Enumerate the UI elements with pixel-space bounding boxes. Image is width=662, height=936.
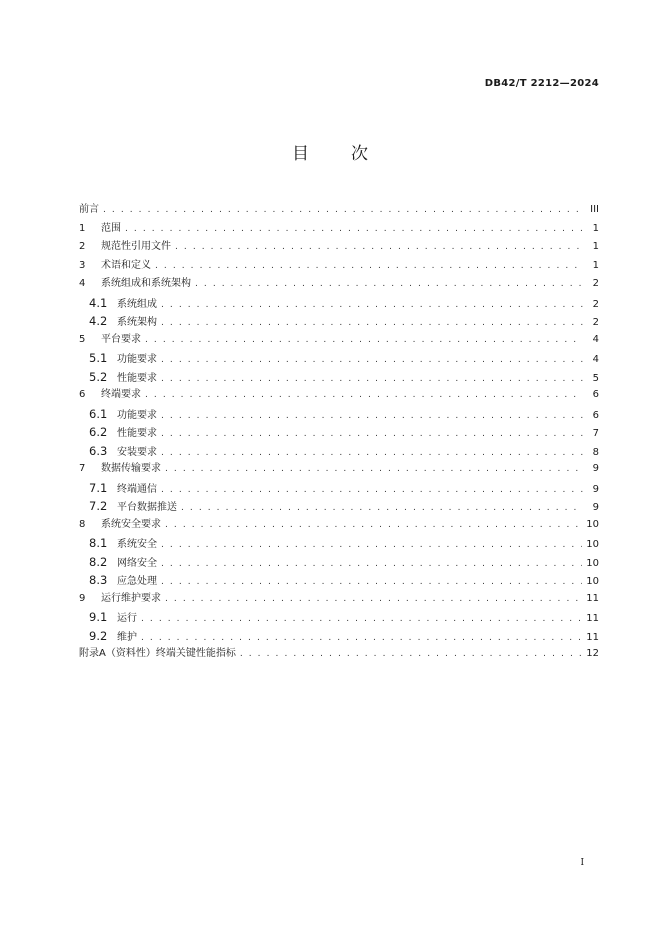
toc-entry-label: 功能要求	[117, 354, 157, 365]
toc-entry[interactable]	[79, 312, 599, 331]
toc-entry-label: 性能要求	[117, 428, 157, 439]
toc-entry-number: 7	[79, 463, 86, 474]
title-char-1: 目	[292, 144, 311, 164]
toc-entry-page: 12	[586, 648, 599, 659]
toc-entry-page: 1	[592, 259, 599, 271]
toc-entry-label: 附录A（资料性）终端关键性能指标	[79, 648, 236, 659]
toc-entry-label: 术语和定义	[101, 259, 151, 271]
toc-entry-label: 系统架构	[117, 317, 157, 328]
dot-leader	[165, 590, 582, 609]
toc-entry-label: 运行维护要求	[101, 592, 161, 604]
toc-entry-page: 10	[586, 539, 599, 550]
toc-entry[interactable]	[79, 257, 599, 276]
toc-entry-page: 6	[592, 409, 599, 421]
toc-entry-number: 5	[79, 333, 86, 345]
dot-leader	[195, 275, 583, 294]
toc-entry-label: 终端要求	[101, 389, 141, 400]
toc-entry-number: 5.1	[89, 351, 108, 365]
dot-leader	[161, 425, 583, 444]
toc-entry[interactable]	[79, 479, 599, 498]
toc-entry-page: 11	[586, 631, 599, 643]
toc-entry-page: 7	[592, 428, 599, 439]
toc-entry[interactable]	[79, 386, 599, 405]
toc-entry[interactable]	[79, 571, 599, 590]
toc-entry-page: 2	[592, 278, 599, 289]
toc-entry-number: 4	[79, 278, 86, 289]
toc-entry[interactable]	[79, 534, 599, 553]
toc-entry-page: III	[590, 204, 599, 215]
table-of-contents	[79, 201, 599, 664]
dot-leader	[145, 386, 583, 405]
toc-entry[interactable]	[79, 238, 599, 257]
toc-entry[interactable]	[79, 220, 599, 239]
dot-leader	[161, 536, 582, 555]
toc-entry-label: 性能要求	[117, 372, 157, 384]
toc-entry-number: 6.2	[89, 425, 108, 439]
toc-entry-number: 4.1	[89, 295, 108, 310]
dot-leader	[165, 516, 582, 535]
toc-entry-page: 2	[592, 317, 599, 328]
page-number: I	[580, 858, 584, 868]
toc-entry-page: 9	[592, 483, 599, 495]
toc-entry-label: 网络安全	[117, 557, 157, 569]
title-char-2: 次	[351, 144, 370, 164]
toc-entry-number: 3	[79, 259, 86, 271]
toc-entry-page: 1	[592, 241, 599, 252]
toc-entry-page: 8	[592, 446, 599, 458]
toc-entry-page: 10	[586, 576, 599, 587]
toc-entry-label: 运行	[117, 613, 137, 624]
toc-entry-page: 10	[586, 518, 599, 530]
toc-entry-label: 维护	[117, 631, 137, 643]
toc-entry[interactable]	[79, 645, 599, 664]
toc-entry-number: 7.2	[89, 499, 108, 513]
dot-leader	[161, 351, 583, 370]
toc-entry-label: 平台要求	[101, 333, 141, 345]
dot-leader	[161, 296, 583, 315]
toc-entry-page: 10	[586, 557, 599, 569]
toc-entry[interactable]	[79, 331, 599, 350]
toc-entry-label: 功能要求	[117, 409, 157, 421]
toc-entry[interactable]	[79, 497, 599, 516]
toc-entry-page: 4	[592, 354, 599, 365]
toc-entry-label: 范围	[101, 222, 121, 234]
toc-entry-number: 1	[79, 222, 86, 234]
toc-entry-label: 前言	[79, 204, 99, 215]
toc-entry-number: 9	[79, 592, 86, 604]
toc-entry-page: 6	[592, 389, 599, 400]
toc-entry[interactable]	[79, 423, 599, 442]
toc-entry-label: 规范性引用文件	[101, 241, 171, 252]
dot-leader	[141, 610, 582, 629]
toc-entry-label: 系统组成和系统架构	[101, 278, 191, 289]
page-title	[0, 139, 662, 164]
toc-entry[interactable]	[79, 368, 599, 387]
dot-leader	[103, 201, 583, 220]
toc-entry[interactable]	[79, 516, 599, 535]
toc-entry[interactable]	[79, 590, 599, 609]
document-code: DB42/T 2212—2024	[484, 78, 599, 89]
dot-leader	[175, 238, 583, 257]
toc-entry-number: 5.2	[89, 369, 108, 384]
toc-entry-number: 6.3	[89, 443, 108, 458]
toc-entry[interactable]	[79, 608, 599, 627]
toc-entry[interactable]	[79, 201, 599, 220]
dot-leader	[161, 481, 583, 500]
toc-entry-label: 终端通信	[117, 483, 157, 495]
toc-entry-label: 平台数据推送	[117, 502, 177, 513]
toc-entry-number: 2	[79, 241, 86, 252]
toc-entry-label: 应急处理	[117, 576, 157, 587]
toc-entry[interactable]	[79, 553, 599, 572]
toc-entry[interactable]	[79, 294, 599, 313]
toc-entry-label: 系统安全	[117, 539, 157, 550]
toc-entry-number: 8.2	[89, 554, 108, 569]
toc-entry-page: 9	[592, 463, 599, 474]
toc-entry[interactable]	[79, 442, 599, 461]
toc-entry[interactable]	[79, 349, 599, 368]
toc-entry-label: 系统安全要求	[101, 518, 161, 530]
toc-entry-label: 系统组成	[117, 298, 157, 310]
toc-entry[interactable]	[79, 405, 599, 424]
toc-entry-page: 2	[592, 298, 599, 310]
toc-entry-label: 数据传输要求	[101, 463, 161, 474]
toc-entry-number: 8	[79, 518, 86, 530]
toc-entry-number: 9.2	[89, 628, 108, 643]
toc-entry[interactable]	[79, 627, 599, 646]
toc-entry-number: 9.1	[89, 610, 108, 624]
toc-entry-number: 6	[79, 389, 86, 400]
dot-leader	[161, 407, 583, 426]
toc-entry-page: 4	[592, 333, 599, 345]
toc-entry-page: 5	[592, 372, 599, 384]
toc-entry-number: 8.1	[89, 536, 108, 550]
toc-entry-number: 4.2	[89, 314, 108, 328]
toc-entry-number: 6.1	[89, 406, 108, 421]
dot-leader	[161, 555, 582, 574]
toc-entry[interactable]	[79, 275, 599, 294]
toc-entry-page: 11	[586, 613, 599, 624]
toc-entry-label: 安装要求	[117, 446, 157, 458]
toc-entry-page: 1	[592, 222, 599, 234]
toc-entry-page: 11	[586, 592, 599, 604]
toc-entry-page: 9	[592, 502, 599, 513]
dot-leader	[145, 331, 583, 350]
toc-entry[interactable]	[79, 460, 599, 479]
dot-leader	[155, 257, 583, 276]
toc-entry-number: 8.3	[89, 573, 108, 587]
dot-leader	[125, 220, 583, 239]
dot-leader	[240, 645, 582, 664]
dot-leader	[165, 460, 583, 479]
toc-entry-number: 7.1	[89, 480, 108, 495]
